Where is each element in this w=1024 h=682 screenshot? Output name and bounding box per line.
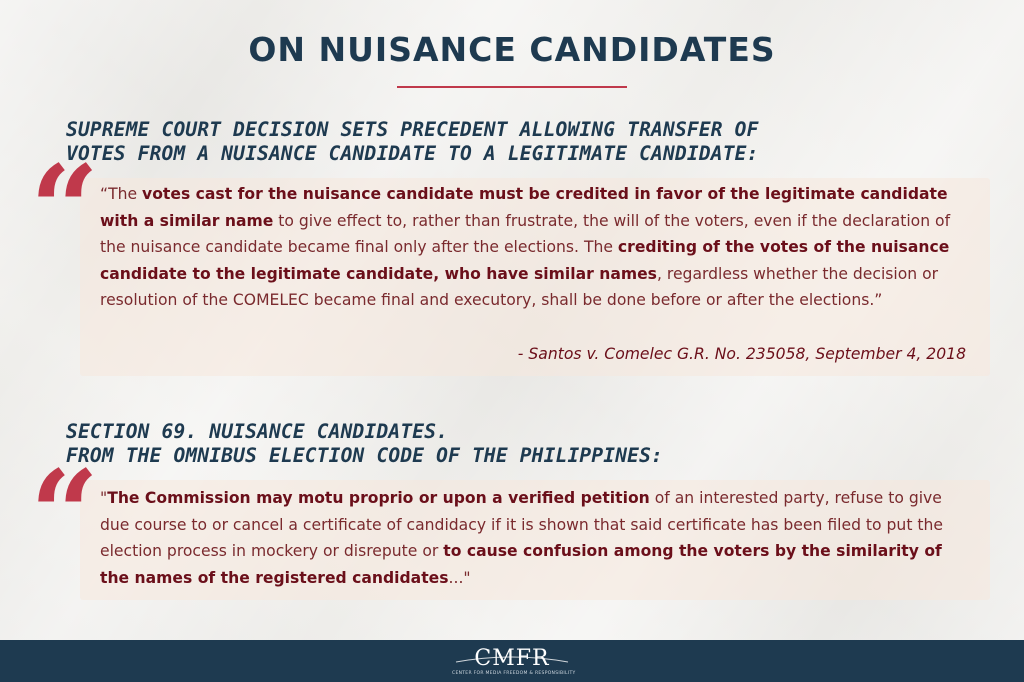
section2-heading-line2: FROM THE OMNIBUS ELECTION CODE OF THE PHILIPPINES: [66, 444, 663, 467]
section2-quote-text [100, 485, 968, 591]
page-title: ON NUISANCE CANDIDATES [248, 30, 776, 69]
footer-bar [0, 640, 1024, 682]
section1-heading [66, 118, 759, 166]
logo-subtitle: CENTER FOR MEDIA FREEDOM & RESPONSIBILITY [452, 671, 576, 676]
section1-quote-t2: to give effect to, rather than frustrate, the will of the voters, even if the declaration of the nuisance candidate became final only after the elections. The [100, 211, 951, 256]
section2-heading-line1: SECTION 69. NUISANCE CANDIDATES. [66, 420, 449, 443]
logo-text: CMFR [474, 646, 550, 671]
section1-quote-text [100, 181, 968, 314]
section1-citation: - Santos v. Comelec G.R. No. 235058, September 4, 2018 [517, 345, 966, 363]
section2-quote-t3: ..." [448, 568, 471, 587]
section1-quote-b1: votes cast for the nuisance candidate must be credited in favor of the legitimate candidate with a similar name [100, 185, 948, 230]
section2-quote-t1: " [100, 489, 108, 507]
section1-quote-t1: “The [100, 185, 143, 203]
section1-heading-line2: VOTES FROM A NUISANCE CANDIDATE TO A LEGITIMATE CANDIDATE: [66, 142, 759, 165]
section2-quote-t2: of an interested party, refuse to give due course to or cancel a certificate of candidacy if it is shown that said certificate has been filed to put the election process in mockery or disrepute or [100, 489, 943, 560]
section2-quote-mark-icon: “ [30, 444, 100, 585]
section1-quote-mark-icon: “ [30, 139, 100, 280]
title-underline [397, 86, 627, 88]
cmfr-logo [452, 640, 576, 682]
section2-heading [66, 420, 663, 468]
section1-heading-line1: SUPREME COURT DECISION SETS PRECEDENT ALLOWING TRANSFER OF [66, 118, 759, 141]
section1-quote-b2: crediting of the votes of the nuisance candidate to the legitimate candidate, who have similar names [100, 238, 950, 283]
section2-quote-b1: The Commission may motu proprio or upon a verified petition [107, 489, 650, 507]
section1-quote-t3: , regardless whether the decision or resolution of the COMELEC became final and executory, shall be done before or after the elections.” [100, 264, 939, 309]
section2-quote-b2: to cause confusion among the voters by the similarity of the names of the registered candidates [100, 542, 942, 587]
